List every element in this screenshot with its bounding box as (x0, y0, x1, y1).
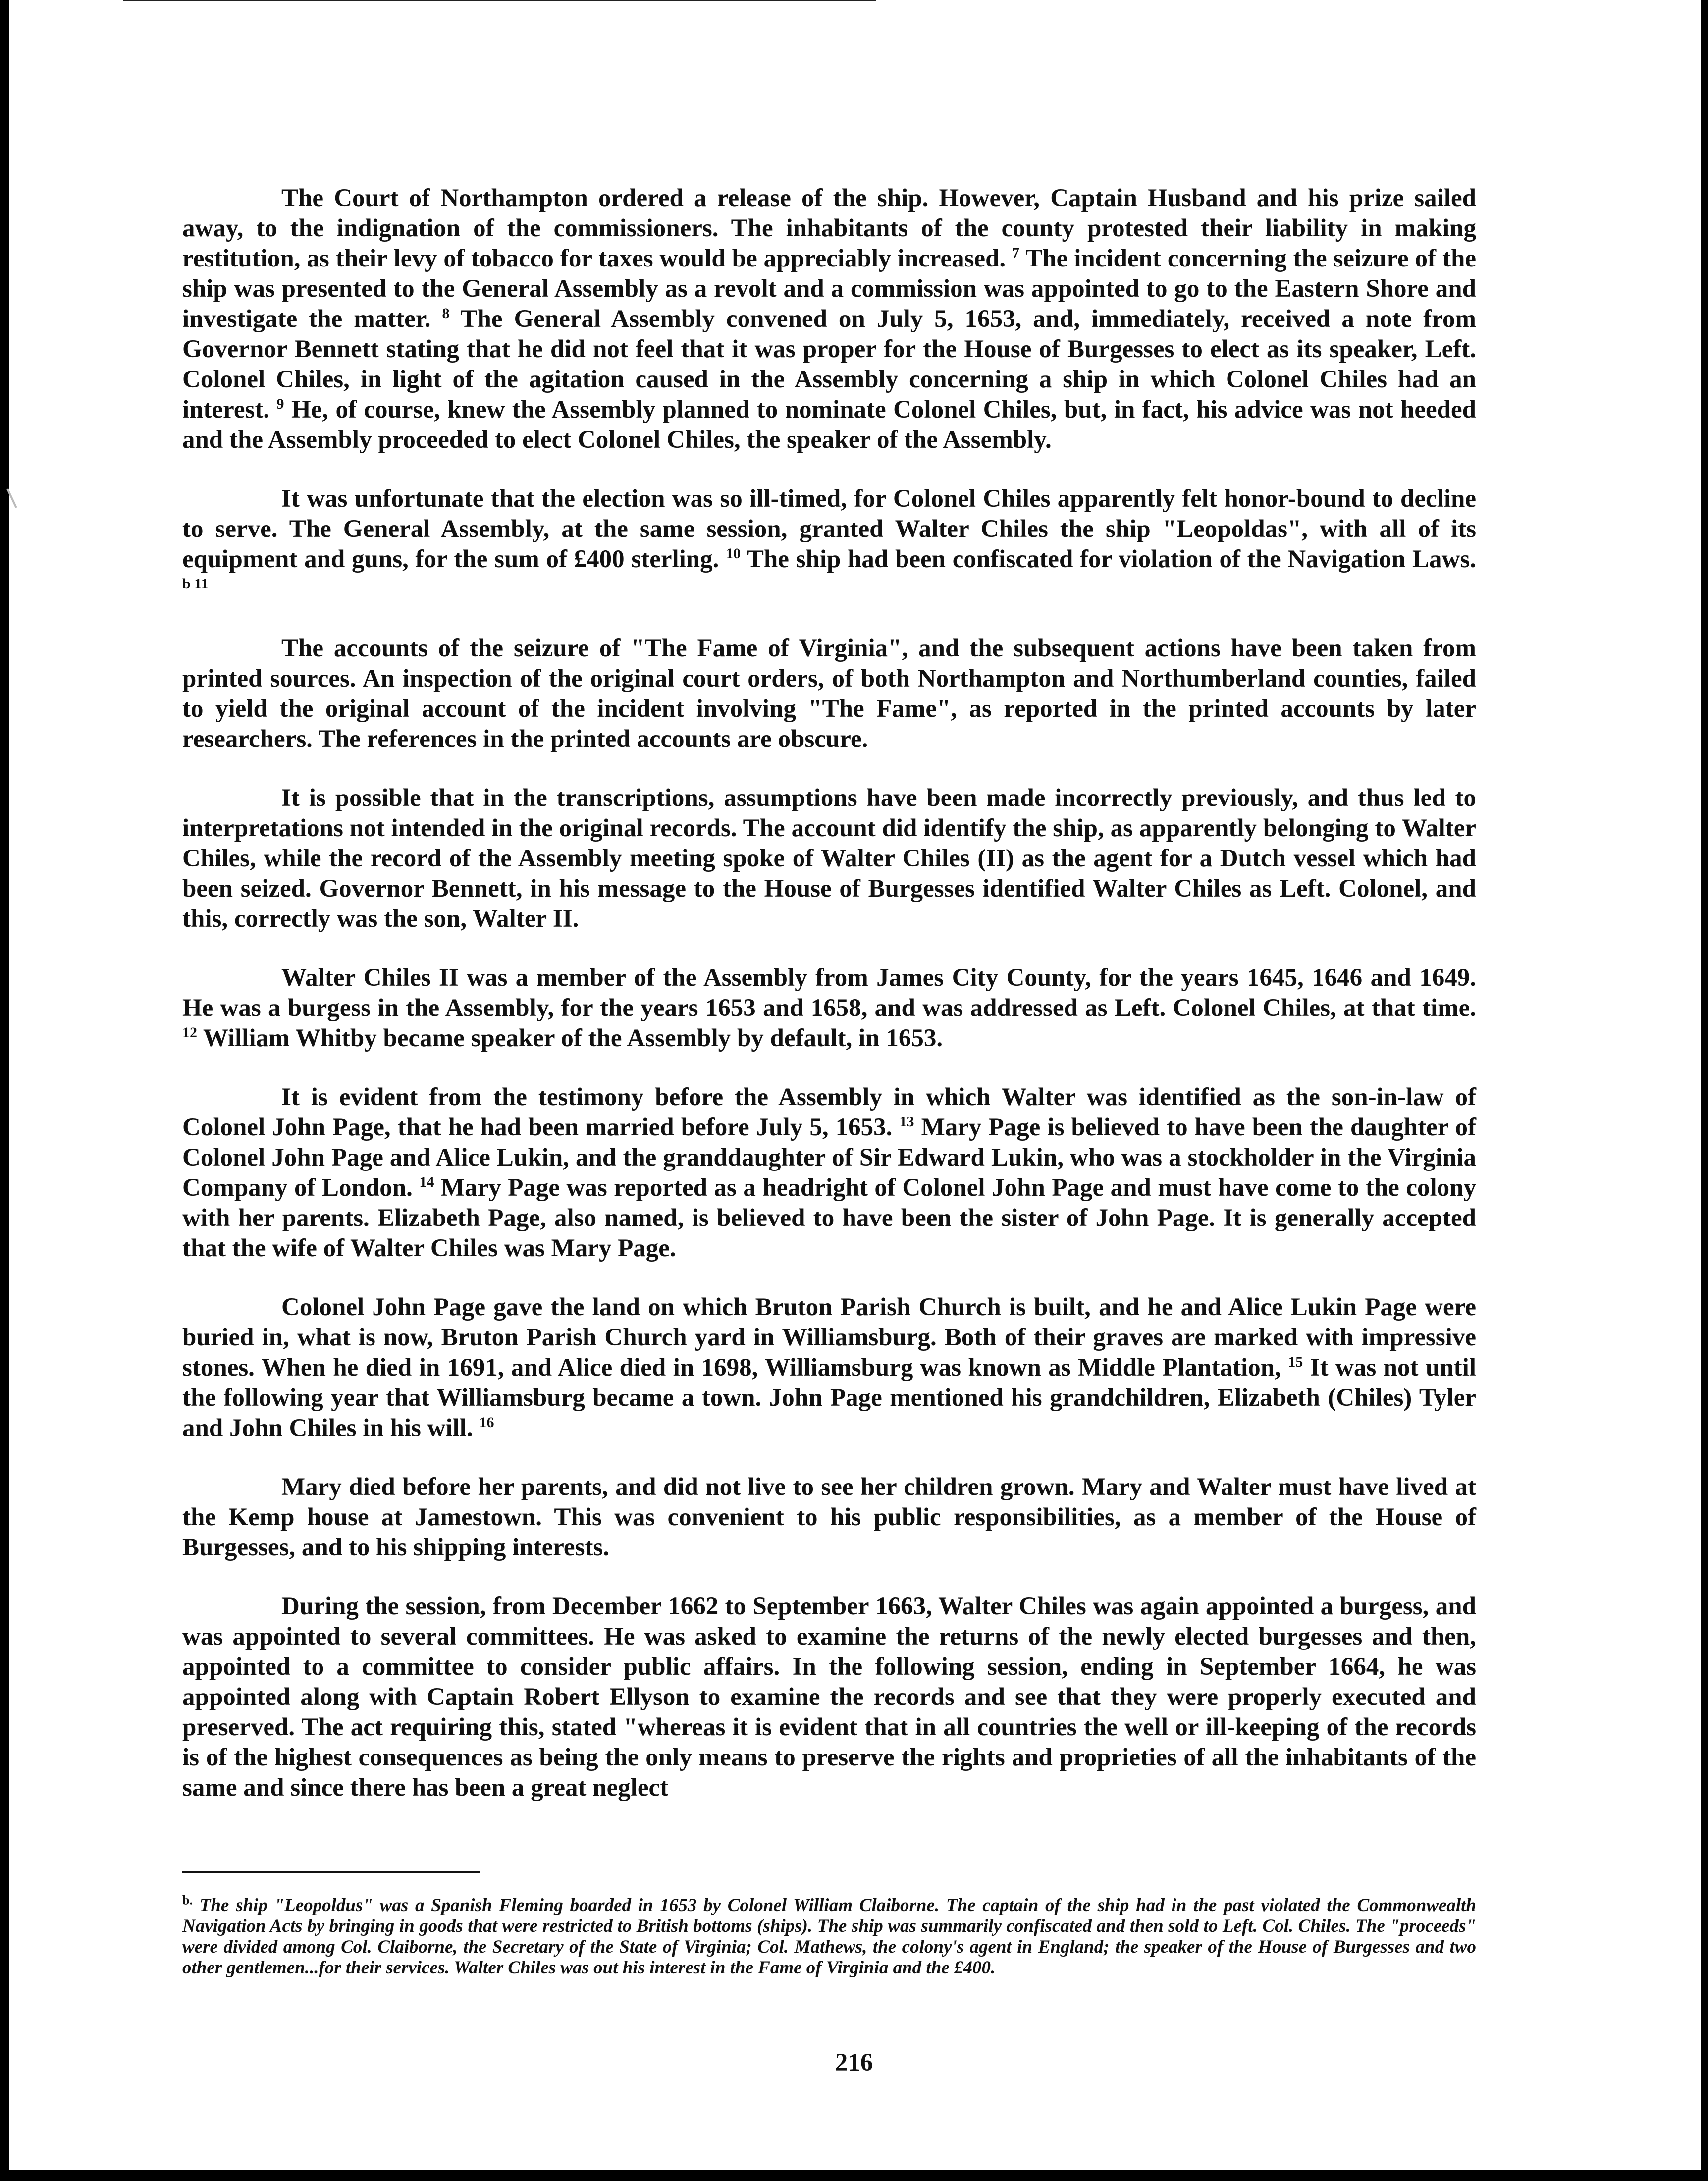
paragraph (182, 1292, 1476, 1443)
paragraph-text: The accounts of the seizure of "The Fame of Virginia", and the subsequent actions have been taken from printed sources. An inspection of the original court orders, of both Northampton and Northumberland counties, failed to yield the original account of the incident involving "The Fame", as reported in the printed accounts by later researchers. The references in the printed accounts are obscure. (182, 635, 1476, 753)
scan-right-edge (1701, 0, 1708, 2181)
footnote-reference: 15 (1288, 1354, 1303, 1370)
paragraph (182, 1082, 1476, 1264)
footnote-reference: 12 (182, 1024, 197, 1041)
footnote-reference: 13 (899, 1114, 914, 1130)
footnote-b (182, 1895, 1476, 1978)
paragraph-text: It is possible that in the transcriptions, assumptions have been made incorrectly previously, and thus led to interpretations not intended in the original records. The account did identify the ship, as apparently belonging to Walter Chiles, while the record of the Assembly meeting spoke of Walter Chiles (II) as the agent for a Dutch vessel which had been seized. Governor Bennett, in his message to the House of Burgesses identified Walter Chiles as Left. Colonel, and this, correctly was the son, Walter II. (182, 784, 1476, 933)
paragraph-text: Mary Page is believed to have been the daughter of Colonel John Page and Alice Lukin, and the granddaughter of Sir Edward Lukin, who was a stockholder in the Virginia Company of London. (182, 1114, 1476, 1202)
body-text (182, 183, 1476, 1832)
paragraph-text: It is evident from the testimony before the Assembly in which Walter was identified as the son-in-law of Colonel John Page, that he had been married before July 5, 1653. (182, 1083, 1476, 1141)
paragraph (182, 783, 1476, 934)
scan-left-edge (0, 0, 9, 2181)
paragraph (182, 634, 1476, 754)
paragraph (182, 183, 1476, 455)
paragraph-text: The incident concerning the seizure of the ship was presented to the General Assembly as a revolt and a commission was appointed to go to the Eastern Shore and investigate the matter. (182, 245, 1476, 333)
footnote-separator (182, 1871, 480, 1873)
footnote-reference: 14 (419, 1174, 434, 1190)
header-rule (123, 0, 876, 1)
paragraph-text: He, of course, knew the Assembly planned to nominate Colonel Chiles, but, in fact, his advice was not heeded and the Assembly proceeded to elect Colonel Chiles, the speaker of the Assembly. (182, 396, 1476, 454)
paragraph-text: It was not until the following year that Williamsburg became a town. John Page mentioned his grandchildren, Elizabeth (Chiles) Tyler and John Chiles in his will. (182, 1354, 1477, 1442)
footnote-reference: 8 (442, 305, 450, 321)
paragraph-text: Colonel John Page gave the land on which Bruton Parish Church is built, and he and Alice Lukin Page were buried in, what is now, Bruton Parish Church yard in Williamsburg. Both of their graves are marked with impressive stones. When he died in 1691, and Alice died in 1698, Williamsburg was known as Middle Plantation, (182, 1293, 1476, 1382)
footnote-reference: 7 (1012, 245, 1020, 261)
paragraph (182, 1472, 1476, 1563)
paragraph (182, 963, 1476, 1054)
paragraph-text: During the session, from December 1662 to September 1663, Walter Chiles was again appointed a burgess, and was appointed to several committees. He was asked to examine the returns of the newly elected burgesses and then, appointed to a committee to consider public affairs. In the following session, ending in September 1664, he was appointed along with Captain Robert Ellyson to examine the records and see that they were properly executed and preserved. The act requiring this, stated "whereas it is evident that in all countries the well or ill-keeping of the records is of the highest consequences as being the only means to preserve the rights and proprieties of all the inhabitants of the same and since there has been a great neglect (182, 1593, 1476, 1802)
paragraph-text: It was unfortunate that the election was so ill-timed, for Colonel Chiles apparently felt honor-bound to decline to serve. The General Assembly, at the same session, granted Walter Chiles the ship "Leopoldas", with all of its equipment and guns, for the sum of £400 sterling. (182, 485, 1476, 573)
footnote-text: The ship "Leopoldus" was a Spanish Fleming boarded in 1653 by Colonel William Claiborne. The captain of the ship had in the past violated the Commonwealth Navigation Acts by bringing in goods that were restricted to British bottoms (ships). The ship was summarily confiscated and then sold to Left. Col. Chiles. The "proceeds" were divided among Col. Claiborne, the Secretary of the State of Virginia; Col. Mathews, the colony's agent in England; the speaker of the House of Burgesses and two other gentlemen...for their services. Walter Chiles was out his interest in the Fame of Virginia and the £400. (182, 1895, 1477, 1978)
paragraph-text: The Court of Northampton ordered a release of the ship. However, Captain Husband and his prize sailed away, to the indignation of the commissioners. The inhabitants of the county protested their liability in making restitution, as their levy of tobacco for taxes would be appreciably increased. (182, 184, 1476, 272)
paragraph (182, 1592, 1476, 1803)
paragraph-text: William Whitby became speaker of the Assembly by default, in 1653. (197, 1024, 943, 1052)
footnote-marker: b. (182, 1893, 193, 1908)
paragraph-text: Mary died before her parents, and did not live to see her children grown. Mary and Walter must have lived at the Kemp house at Jamestown. This was convenient to his public responsibilities, as a member of the House of Burgesses, and to his shipping interests. (182, 1473, 1476, 1561)
footnote-reference: 9 (276, 396, 284, 412)
footnote-reference: 10 (726, 545, 741, 562)
paragraph-text: The General Assembly convened on July 5, 1653, and, immediately, received a note from Governor Bennett stating that he did not feel that it was proper for the House of Burgesses to elect as its speaker, Left. Colonel Chiles, in light of the agitation caused in the Assembly concerning a ship in which Colonel Chiles had an interest. (182, 305, 1476, 424)
scan-bottom-edge (0, 2170, 1708, 2181)
paragraph-text: Mary Page was reported as a headright of Colonel John Page and must have come to the colony with her parents. Elizabeth Page, also named, is believed to have been the sister of John Page. It is generally accepted that the wife of Walter Chiles was Mary Page. (182, 1174, 1477, 1262)
paragraph-text: The ship had been confiscated for violation of the Navigation Laws. (741, 545, 1476, 573)
paragraph-text: Walter Chiles II was a member of the Assembly from James City County, for the years 1645, 1646 and 1649. He was a burgess in the Assembly, for the years 1653 and 1658, and was addressed as Left. Colonel Chiles, at that time. (182, 964, 1476, 1022)
footnote-reference: b 11 (182, 576, 209, 592)
paragraph (182, 484, 1476, 605)
footnote-reference: 16 (479, 1414, 494, 1431)
page-number: 216 (835, 2049, 873, 2076)
